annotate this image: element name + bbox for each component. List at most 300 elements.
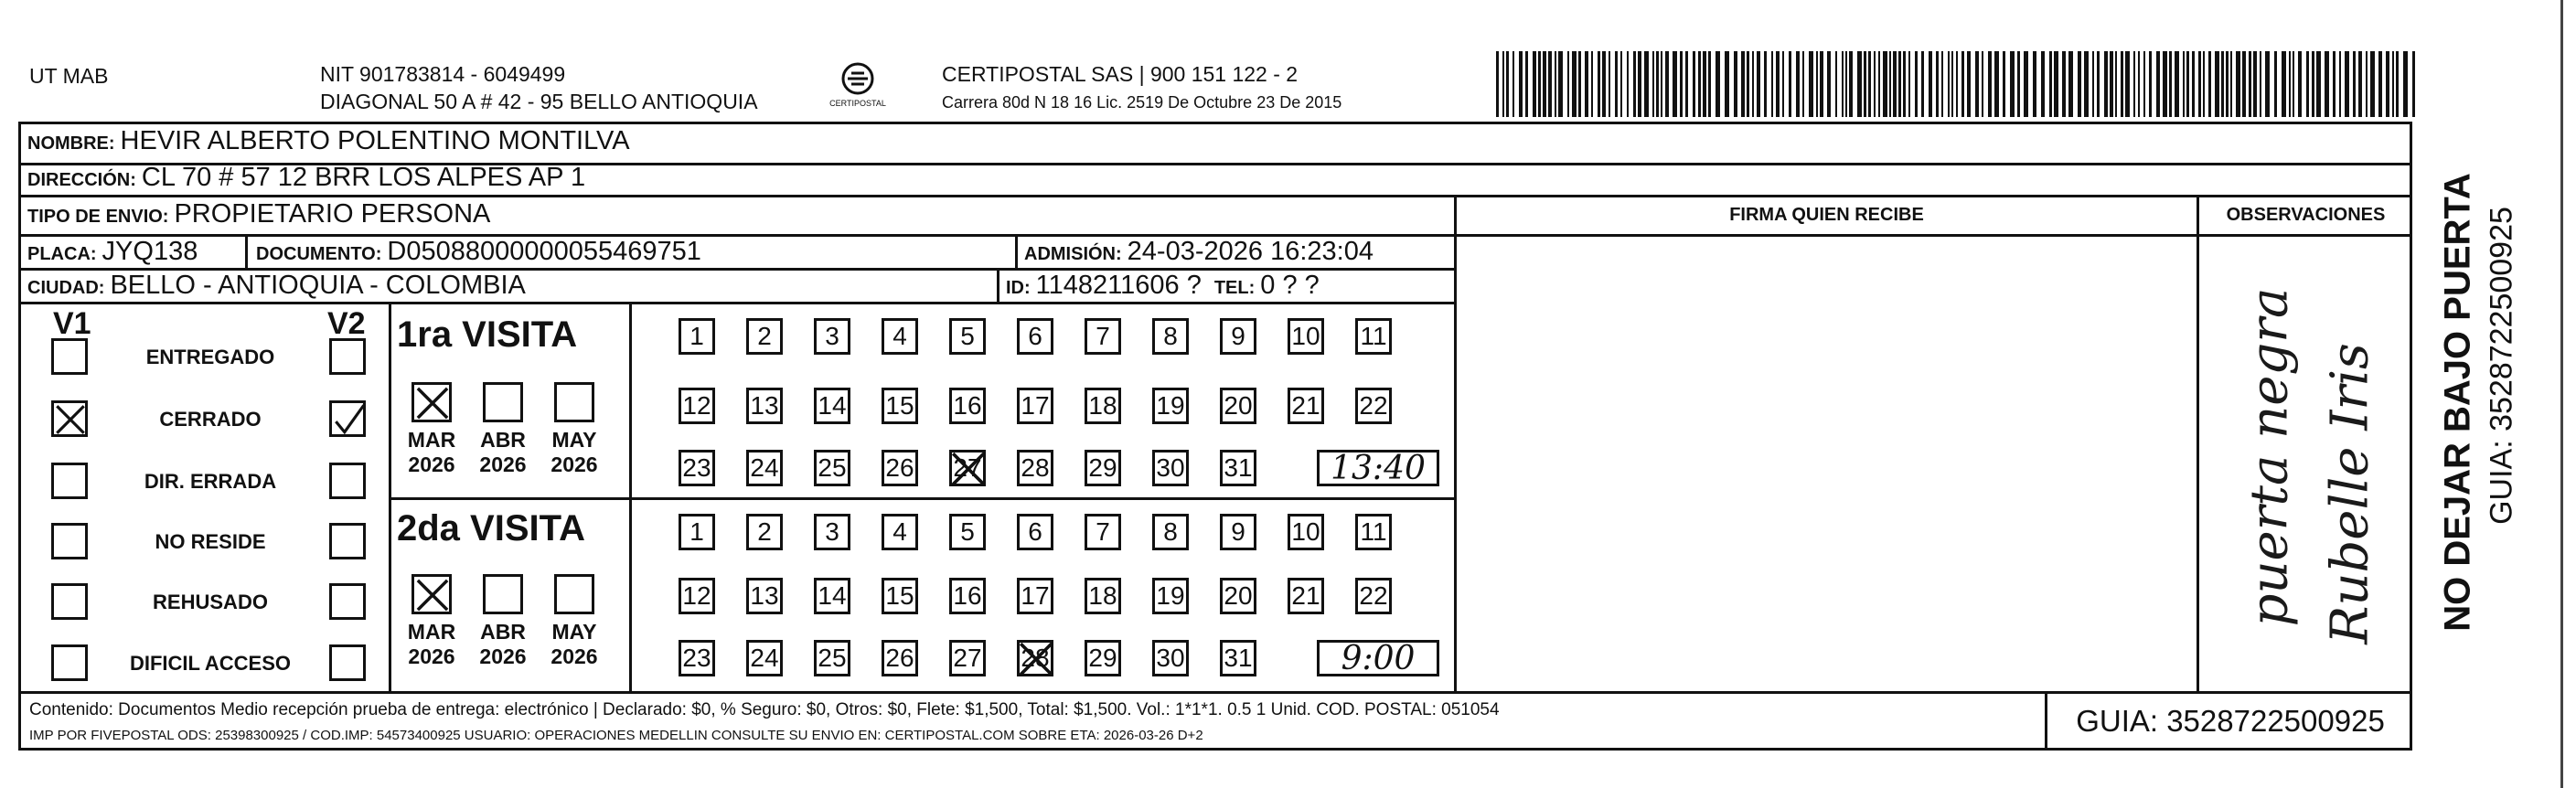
barcode-bar xyxy=(1502,51,1504,117)
barcode-bar xyxy=(1941,51,1943,117)
firma-header: FIRMA QUIEN RECIBE xyxy=(1729,205,1924,225)
barcode-bar xyxy=(1988,51,1992,117)
placa-value: JYQ138 xyxy=(102,237,198,266)
barcode-bar xyxy=(1703,51,1706,117)
day-box[interactable] xyxy=(1017,450,1053,486)
barcode-bar xyxy=(1615,51,1618,117)
day-number: 25 xyxy=(818,453,847,482)
day-box[interactable] xyxy=(814,640,850,676)
day-number: 3 xyxy=(825,517,839,546)
placa-label: PLACA: xyxy=(27,244,97,264)
barcode-bar xyxy=(1656,51,1659,117)
status-reason-label: CERRADO xyxy=(159,408,262,431)
barcode-bar xyxy=(1538,51,1541,117)
barcode-bar xyxy=(2249,51,2251,117)
day-box[interactable] xyxy=(746,388,783,424)
barcode-bar xyxy=(2149,51,2152,117)
direccion-label: DIRECCIÓN: xyxy=(27,170,136,190)
barcode-bar xyxy=(1512,51,1514,117)
barcode-bar xyxy=(2403,51,2408,117)
status-reason-label: REHUSADO xyxy=(153,591,268,613)
day-box[interactable] xyxy=(814,388,850,424)
id-row xyxy=(1006,271,1320,301)
day-box[interactable] xyxy=(949,640,986,676)
barcode-bar xyxy=(1602,51,1606,117)
barcode-bar xyxy=(2230,51,2232,117)
barcode-bar xyxy=(1609,51,1610,117)
day-box[interactable] xyxy=(1017,318,1053,355)
certipostal-logo xyxy=(828,59,888,113)
month-label xyxy=(400,620,464,669)
visit-2-title: 2da VISITA xyxy=(397,508,585,548)
day-box[interactable] xyxy=(949,578,986,614)
barcode-bar xyxy=(2345,51,2349,117)
barcode-bar xyxy=(2062,51,2066,117)
v1-checkbox[interactable] xyxy=(51,338,88,375)
barcode-bar xyxy=(1771,51,1773,117)
carrier-name: CERTIPOSTAL SAS | 900 151 122 - 2 xyxy=(942,62,1299,86)
barcode-bar xyxy=(1820,51,1823,117)
day-number: 28 xyxy=(1021,453,1050,482)
day-box[interactable] xyxy=(679,388,715,424)
day-box[interactable] xyxy=(1152,514,1189,550)
day-box[interactable] xyxy=(1017,514,1053,550)
day-number: 22 xyxy=(1359,391,1388,420)
month-checkbox[interactable] xyxy=(554,382,594,422)
barcode-bar xyxy=(2298,51,2302,117)
barcode xyxy=(1496,51,2429,117)
day-number: 1 xyxy=(689,517,704,546)
barcode-bar xyxy=(2392,51,2394,117)
day-number: 19 xyxy=(1156,391,1185,420)
month-checkbox[interactable] xyxy=(412,574,452,614)
barcode-bar xyxy=(1555,51,1556,117)
barcode-bar xyxy=(1889,51,1891,117)
barcode-bar xyxy=(2017,51,2020,117)
barcode-bar xyxy=(2316,51,2321,117)
barcode-bar xyxy=(1757,51,1760,117)
barcode-bar xyxy=(1496,51,1499,117)
day-box[interactable] xyxy=(1288,578,1324,614)
barcode-bar xyxy=(1598,51,1600,117)
day-box[interactable] xyxy=(1085,578,1121,614)
day-number: 14 xyxy=(818,391,847,420)
barcode-bar xyxy=(1693,51,1695,117)
day-box[interactable] xyxy=(1355,578,1392,614)
barcode-bar xyxy=(2078,51,2081,117)
barcode-bar xyxy=(2242,51,2246,117)
day-box[interactable] xyxy=(1085,514,1121,550)
day-box[interactable] xyxy=(1355,388,1392,424)
day-box[interactable] xyxy=(949,450,986,486)
day-number: 8 xyxy=(1163,517,1178,546)
day-box[interactable] xyxy=(1220,450,1256,486)
day-number: 23 xyxy=(682,453,711,482)
day-number: 10 xyxy=(1291,322,1320,350)
barcode-bar xyxy=(2156,51,2160,117)
day-box[interactable] xyxy=(1085,640,1121,676)
visit-1-title: 1ra VISITA xyxy=(397,314,578,355)
barcode-bar xyxy=(2226,51,2229,117)
barcode-bar xyxy=(2138,51,2140,117)
day-number: 13 xyxy=(750,391,779,420)
barcode-bar xyxy=(1638,51,1641,117)
barcode-bar xyxy=(1878,51,1880,117)
month-name: MAR xyxy=(407,620,456,644)
day-number: 6 xyxy=(1028,517,1042,546)
barcode-bar xyxy=(2143,51,2145,117)
day-box[interactable] xyxy=(1288,318,1324,355)
day-number: 20 xyxy=(1224,391,1253,420)
barcode-bar xyxy=(1816,51,1818,117)
day-number: 16 xyxy=(953,581,982,610)
nombre-row xyxy=(27,126,630,156)
day-box[interactable] xyxy=(949,318,986,355)
day-box[interactable] xyxy=(1152,388,1189,424)
documento-label: DOCUMENTO: xyxy=(256,244,382,264)
documento-row xyxy=(256,237,701,267)
day-box[interactable] xyxy=(949,514,986,550)
day-box[interactable] xyxy=(679,514,715,550)
day-box[interactable] xyxy=(1017,640,1053,676)
barcode-bar xyxy=(1975,51,1979,117)
side-guia: GUIA: 3528722500925 xyxy=(2484,207,2519,525)
barcode-bar xyxy=(1747,51,1749,117)
day-box[interactable] xyxy=(746,514,783,550)
day-box[interactable] xyxy=(1152,450,1189,486)
barcode-bar xyxy=(2169,51,2172,117)
barcode-bar xyxy=(2192,51,2195,117)
day-box[interactable] xyxy=(1220,388,1256,424)
barcode-bar xyxy=(1994,51,1999,117)
month-year: 2026 xyxy=(550,453,598,476)
barcode-bar xyxy=(2121,51,2123,117)
ciudad-row xyxy=(27,271,526,301)
day-number: 21 xyxy=(1291,391,1320,420)
day-box[interactable] xyxy=(1355,318,1392,355)
barcode-bar xyxy=(2041,51,2045,117)
barcode-bar xyxy=(2125,51,2130,117)
barcode-bar xyxy=(1893,51,1897,117)
day-box[interactable] xyxy=(814,578,850,614)
barcode-bar xyxy=(2049,51,2052,117)
day-number: 15 xyxy=(885,581,914,610)
barcode-bar xyxy=(1936,51,1939,117)
day-number: 14 xyxy=(818,581,847,610)
barcode-bar xyxy=(1898,51,1901,117)
day-box[interactable] xyxy=(1220,514,1256,550)
v2-checkbox[interactable] xyxy=(329,463,366,499)
barcode-bar xyxy=(2378,51,2382,117)
barcode-bar xyxy=(2084,51,2089,117)
barcode-bar xyxy=(1548,51,1552,117)
barcode-bar xyxy=(1915,51,1918,117)
day-box[interactable] xyxy=(814,450,850,486)
company-address-line: DIAGONAL 50 A # 42 - 95 BELLO ANTIOQUIA xyxy=(320,90,758,113)
status-reason-label: NO RESIDE xyxy=(155,530,266,553)
barcode-bar xyxy=(1533,51,1536,117)
barcode-bar xyxy=(1921,51,1924,117)
day-number: 11 xyxy=(1360,322,1387,350)
barcode-bar xyxy=(1802,51,1804,117)
day-box[interactable] xyxy=(1152,578,1189,614)
barcode-bar xyxy=(1883,51,1887,117)
month-year: 2026 xyxy=(550,644,598,668)
barcode-bar xyxy=(1741,51,1745,117)
month-label xyxy=(542,620,606,669)
barcode-bar xyxy=(2110,51,2113,117)
day-box[interactable] xyxy=(882,388,918,424)
barcode-bar xyxy=(2306,51,2309,117)
barcode-bar xyxy=(1716,51,1720,117)
day-number: 21 xyxy=(1291,581,1320,610)
day-number: 26 xyxy=(885,644,914,672)
month-name: MAY xyxy=(551,620,597,644)
logo-text: CERTIPOSTAL xyxy=(829,99,886,108)
day-box[interactable] xyxy=(679,318,715,355)
barcode-bar xyxy=(1849,51,1853,117)
v1-checkbox[interactable] xyxy=(51,463,88,499)
barcode-bar xyxy=(2325,51,2329,117)
day-box[interactable] xyxy=(1220,640,1256,676)
barcode-bar xyxy=(2068,51,2073,117)
v1-label: V1 xyxy=(53,306,91,341)
v2-checkbox[interactable] xyxy=(329,644,366,681)
day-box[interactable] xyxy=(1085,318,1121,355)
barcode-bar xyxy=(2198,51,2201,117)
day-number: 17 xyxy=(1021,581,1050,610)
day-box[interactable] xyxy=(1288,388,1324,424)
day-number: 18 xyxy=(1088,391,1117,420)
day-box[interactable] xyxy=(814,318,850,355)
day-number: 9 xyxy=(1231,322,1245,350)
month-checkbox[interactable] xyxy=(554,574,594,614)
side-warning: NO DEJAR BAJO PUERTA xyxy=(2437,173,2478,632)
barcode-bar xyxy=(1835,51,1837,117)
barcode-bar xyxy=(2221,51,2224,117)
month-name: ABR xyxy=(480,428,526,452)
barcode-bar xyxy=(2104,51,2108,117)
barcode-bar xyxy=(1665,51,1669,117)
barcode-bar xyxy=(1951,51,1953,117)
barcode-bar xyxy=(2024,51,2028,117)
barcode-bar xyxy=(1857,51,1862,117)
barcode-bar xyxy=(1948,51,1950,117)
barcode-bar xyxy=(1752,51,1754,117)
day-number: 19 xyxy=(1156,581,1185,610)
barcode-bar xyxy=(2115,51,2117,117)
admision-value: 24-03-2026 16:23:04 xyxy=(1127,237,1374,266)
barcode-bar xyxy=(1627,51,1629,117)
month-year: 2026 xyxy=(479,644,527,668)
observation-note-2: Rubelle Iris xyxy=(2320,343,2380,644)
barcode-bar xyxy=(2253,51,2257,117)
day-box[interactable] xyxy=(1355,514,1392,550)
day-box[interactable] xyxy=(1017,388,1053,424)
day-number: 8 xyxy=(1163,322,1178,350)
barcode-bar xyxy=(2186,51,2189,117)
day-box[interactable] xyxy=(882,514,918,550)
day-number: 9 xyxy=(1231,517,1245,546)
barcode-bar xyxy=(1578,51,1581,117)
barcode-bar xyxy=(1809,51,1813,117)
barcode-bar xyxy=(1591,51,1593,117)
day-box[interactable] xyxy=(679,578,715,614)
barcode-bar xyxy=(2203,51,2205,117)
day-box[interactable] xyxy=(949,388,986,424)
day-box[interactable] xyxy=(882,640,918,676)
contenido-line: Contenido: Documentos Medio recepción prueba de entrega: electrónico | Declarado: $0, % Seguro: $0, Otros: $0, Flete: $1,500, Total: $1,500. Vol.: 1*1*1. 0.5 1 Unid. COD. POSTAL: 051054 xyxy=(29,700,1500,719)
barcode-bar xyxy=(1661,51,1662,117)
barcode-bar xyxy=(2010,51,2015,117)
observaciones-header: OBSERVACIONES xyxy=(2226,205,2386,225)
ciudad-label: CIUDAD: xyxy=(27,278,105,298)
day-number: 24 xyxy=(750,453,779,482)
v1-checkbox[interactable] xyxy=(51,523,88,559)
footer-guia: GUIA: 3528722500925 xyxy=(2076,704,2385,738)
barcode-bar xyxy=(2054,51,2058,117)
right-edge-line xyxy=(2560,0,2563,788)
barcode-bar xyxy=(1776,51,1780,117)
day-box[interactable] xyxy=(814,514,850,550)
barcode-bar xyxy=(1585,51,1588,117)
v1-checkbox[interactable] xyxy=(51,644,88,681)
barcode-bar xyxy=(1929,51,1932,117)
v2-checkbox[interactable] xyxy=(329,583,366,620)
day-number: 10 xyxy=(1291,517,1320,546)
day-box[interactable] xyxy=(1152,640,1189,676)
day-number: 30 xyxy=(1156,644,1185,672)
day-number: 22 xyxy=(1359,581,1388,610)
barcode-bar xyxy=(2183,51,2185,117)
nit: NIT 901783814 - 6049499 xyxy=(320,62,566,86)
day-number: 7 xyxy=(1096,517,1110,546)
barcode-bar xyxy=(2386,51,2389,117)
day-number: 20 xyxy=(1224,581,1253,610)
day-box[interactable] xyxy=(1220,578,1256,614)
barcode-bar xyxy=(1864,51,1866,117)
visit-time-box[interactable] xyxy=(1317,640,1439,676)
day-number: 27 xyxy=(953,644,982,672)
v1-checkbox[interactable] xyxy=(51,583,88,620)
day-number: 7 xyxy=(1096,322,1110,350)
month-checkbox[interactable] xyxy=(483,574,523,614)
day-number: 4 xyxy=(893,517,907,546)
barcode-bar xyxy=(1903,51,1906,117)
day-box[interactable] xyxy=(882,450,918,486)
day-number: 25 xyxy=(818,644,847,672)
barcode-bar xyxy=(2003,51,2005,117)
month-checkbox[interactable] xyxy=(412,382,452,422)
status-reason-label: DIR. ERRADA xyxy=(144,470,277,493)
day-number: 15 xyxy=(885,391,914,420)
barcode-bar xyxy=(1519,51,1523,117)
barcode-bar xyxy=(1620,51,1622,117)
barcode-bar xyxy=(1506,51,1509,117)
day-number: 16 xyxy=(953,391,982,420)
month-year: 2026 xyxy=(479,453,527,476)
day-number: 5 xyxy=(960,322,975,350)
month-name: ABR xyxy=(480,620,526,644)
day-box[interactable] xyxy=(746,318,783,355)
day-box[interactable] xyxy=(679,450,715,486)
day-box[interactable] xyxy=(1288,514,1324,550)
barcode-bar xyxy=(1764,51,1767,117)
visit-time-box[interactable] xyxy=(1317,450,1439,486)
month-name: MAR xyxy=(407,428,456,452)
barcode-bar xyxy=(1842,51,1844,117)
month-label xyxy=(471,620,535,669)
barcode-bar xyxy=(2163,51,2167,117)
day-number: 28 xyxy=(1021,644,1050,672)
barcode-bar xyxy=(1698,51,1701,117)
barcode-bar xyxy=(2236,51,2240,117)
barcode-bar xyxy=(1908,51,1910,117)
barcode-bar xyxy=(2133,51,2135,117)
day-box[interactable] xyxy=(746,640,783,676)
barcode-bar xyxy=(1558,51,1563,117)
nombre-label: NOMBRE: xyxy=(27,133,115,154)
barcode-bar xyxy=(1734,51,1737,117)
day-number: 5 xyxy=(960,517,975,546)
barcode-bar xyxy=(2396,51,2399,117)
v2-checkbox[interactable] xyxy=(329,338,366,375)
barcode-bar xyxy=(2274,51,2277,117)
barcode-bar xyxy=(1845,51,1847,117)
documento-value: D05088000000055469751 xyxy=(387,237,701,266)
barcode-bar xyxy=(2208,51,2211,117)
barcode-bar xyxy=(2092,51,2094,117)
imp-line: IMP POR FIVEPOSTAL ODS: 25398300925 / COD.IMP: 54573400925 USUARIO: OPERACIONES MEDELLIN CONSULTE SU ENVIO EN: CERTIPOSTAL.COM SOBRE ETA: 2026-03-26 D+2 xyxy=(29,728,1203,743)
day-number: 2 xyxy=(757,517,772,546)
day-box[interactable] xyxy=(882,318,918,355)
day-box[interactable] xyxy=(1085,450,1121,486)
day-box[interactable] xyxy=(1017,578,1053,614)
month-checkbox[interactable] xyxy=(483,382,523,422)
barcode-bar xyxy=(2370,51,2375,117)
v2-checkbox[interactable] xyxy=(329,400,366,437)
day-box[interactable] xyxy=(1152,318,1189,355)
day-number: 1 xyxy=(689,322,704,350)
company-short: UT MAB xyxy=(29,64,109,88)
day-box[interactable] xyxy=(882,578,918,614)
v1-checkbox[interactable] xyxy=(51,400,88,437)
day-number: 13 xyxy=(750,581,779,610)
admision-label: ADMISIÓN: xyxy=(1024,244,1122,264)
day-box[interactable] xyxy=(746,578,783,614)
v2-checkbox[interactable] xyxy=(329,523,366,559)
barcode-bar xyxy=(1673,51,1677,117)
barcode-bar xyxy=(2097,51,2100,117)
day-box[interactable] xyxy=(746,450,783,486)
barcode-bar xyxy=(1543,51,1546,117)
barcode-bar xyxy=(1956,51,1958,117)
day-box[interactable] xyxy=(679,640,715,676)
barcode-bar xyxy=(1827,51,1831,117)
barcode-bar xyxy=(2175,51,2179,117)
day-box[interactable] xyxy=(1220,318,1256,355)
barcode-bar xyxy=(1868,51,1871,117)
nombre-value: HEVIR ALBERTO POLENTINO MONTILVA xyxy=(120,126,630,155)
day-number: 26 xyxy=(885,453,914,482)
tipo-envio-label: TIPO DE ENVIO: xyxy=(27,207,169,227)
month-name: MAY xyxy=(551,428,597,452)
tel-value: 0 ? ? xyxy=(1260,271,1320,300)
admision-row xyxy=(1024,237,1374,267)
barcode-bar xyxy=(1725,51,1729,117)
day-box[interactable] xyxy=(1085,388,1121,424)
barcode-bar xyxy=(2033,51,2036,117)
